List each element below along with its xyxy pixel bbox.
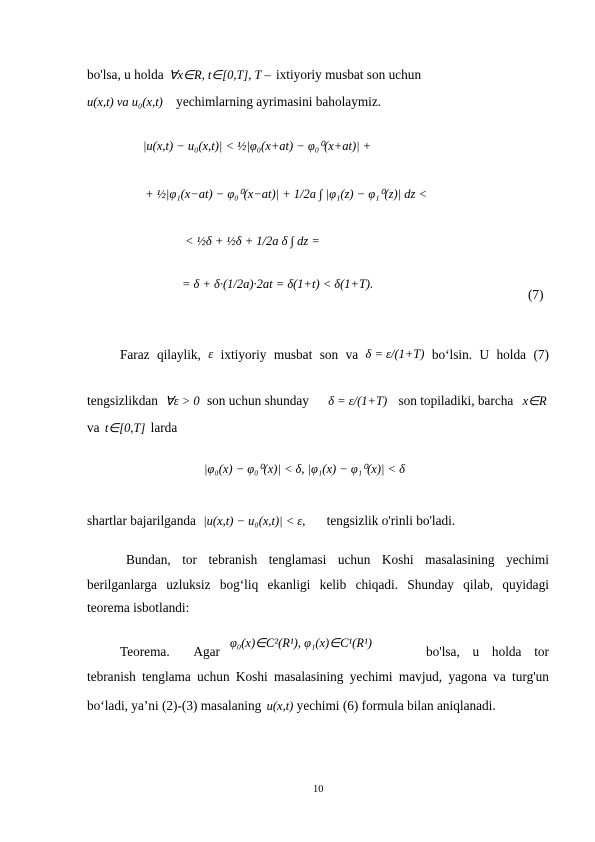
- word: tor: [534, 644, 549, 659]
- line-formula: u(x,t): [266, 699, 294, 713]
- word: son: [319, 347, 339, 362]
- line-formula: ∀ε > 0: [165, 394, 200, 408]
- equation-7-row-2: + ½|φ₁(x−at) − φ₀⁰(x−at)| + 1/2a ∫ |φ₁(z) − φ₁⁰(z)| dz <: [145, 187, 427, 201]
- conditions-formula: |φ₀(x) − φ₀⁰(x)| < δ, |φ₁(x) − φ₁⁰(x)| < δ: [204, 462, 405, 476]
- line2-formula: u(x,t) va u₀(x,t): [87, 95, 163, 109]
- word: masalasining: [274, 669, 344, 684]
- line-text: larda: [150, 420, 178, 435]
- word: Faraz: [120, 347, 150, 362]
- equation-7-row-1: |u(x,t) − u₀(x,t)| < ½|φ₀(x+at) − φ₀⁰(x+at)| +: [143, 139, 372, 153]
- word: U: [479, 347, 490, 362]
- delta-formula: δ = ε/(1+T): [365, 347, 425, 361]
- word: u: [472, 644, 480, 659]
- word: yechimi: [349, 669, 393, 684]
- line-formula: |u(x,t) − u₀(x,t)| < ε,: [203, 514, 306, 528]
- text-line-1: [87, 67, 421, 83]
- word: va: [493, 669, 506, 684]
- shartlar-line: [87, 513, 455, 529]
- line1-pre: bo'lsa, u holda: [87, 67, 164, 82]
- line-text: tengsizlikdan: [87, 393, 158, 408]
- word: chiqadi.: [355, 577, 399, 592]
- para1-line-2: [87, 393, 547, 409]
- word: ixtiyoriy: [220, 347, 267, 362]
- para1-line-1: [120, 347, 549, 363]
- epsilon-symbol: ε: [208, 347, 214, 361]
- word: berilganlarga: [87, 577, 157, 592]
- theorem-label: Teorema.: [120, 644, 170, 659]
- line1-formula: ∀x∈R, t∈[0,T], T –: [168, 68, 271, 82]
- page-number: 10: [313, 784, 324, 795]
- word: ekanligi: [267, 577, 311, 592]
- line-text: va: [87, 420, 100, 435]
- word: Shunday: [407, 577, 454, 592]
- word: tenglama: [142, 669, 191, 684]
- word: bo‘lsin.: [431, 347, 473, 362]
- word: yechimi: [506, 552, 549, 567]
- para1-line-3: [87, 420, 177, 436]
- line-formula: t∈[0,T]: [104, 421, 146, 435]
- theorem-line-2: [87, 669, 549, 685]
- word: (7): [533, 347, 549, 362]
- line1-post: ixtiyoriy musbat son uchun: [275, 67, 422, 82]
- line-text: son topiladiki, barcha: [398, 393, 514, 408]
- word: mavjud,: [398, 669, 443, 684]
- word: turg'un: [512, 669, 549, 684]
- theorem-line-1-b: [426, 644, 549, 660]
- word: uzluksiz: [166, 577, 211, 592]
- text-line-2: [87, 94, 381, 110]
- word: musbat: [273, 347, 313, 362]
- line-text: yechimi (6) formula bilan aniqlanadi.: [296, 698, 496, 713]
- word: Koshi: [235, 669, 268, 684]
- line-formula: x∈R: [522, 394, 547, 408]
- line-formula: δ = ε/(1+T): [328, 394, 388, 408]
- word: quyidagi: [502, 577, 549, 592]
- word: qilaylik,: [156, 347, 201, 362]
- word: bog‘liq: [219, 577, 259, 592]
- para2-line-2: [87, 577, 549, 593]
- word: Bundan,: [126, 552, 171, 567]
- word: holda: [496, 347, 527, 362]
- line2-post: yechimlarning ayrimasini baholaymiz.: [176, 94, 382, 109]
- word: bo'lsa,: [426, 644, 460, 659]
- word: yagona: [448, 669, 487, 684]
- word: holda: [491, 644, 522, 659]
- word: va: [345, 347, 359, 362]
- equation-7-row-4: = δ + δ·(1/2a)·2at = δ(1+t) < δ(1+T).: [182, 277, 374, 291]
- word: Koshi: [381, 552, 414, 567]
- theorem-line-1-a: [120, 644, 220, 660]
- word: tebranish: [87, 669, 136, 684]
- theorem-line-3: [87, 698, 496, 714]
- theorem-formula: φ₀(x)∈C²(R¹), φ₁(x)∈C¹(R¹): [230, 636, 372, 650]
- word: tebranish: [208, 552, 258, 567]
- para2-line-1: [126, 552, 549, 568]
- equation-7-row-3: < ½δ + ½δ + 1/2a δ ∫ dz =: [185, 234, 320, 248]
- line-text: son uchun shunday: [206, 393, 309, 408]
- word: Agar: [193, 644, 220, 659]
- word: kelib: [319, 577, 347, 592]
- line-text: shartlar bajarilganda: [87, 513, 196, 528]
- para2-line-3: teorema isbotlandi:: [87, 600, 190, 615]
- word: qilab,: [463, 577, 494, 592]
- line-text: tengsizlik o'rinli bo'ladi.: [326, 513, 456, 528]
- equation-7-label: (7): [528, 287, 544, 302]
- word: masalasining: [425, 552, 495, 567]
- line-text: bo‘ladi, ya’ni (2)-(3) masalaning: [87, 698, 262, 713]
- word: tenglamasi: [268, 552, 327, 567]
- word: uchun: [337, 552, 371, 567]
- word: tor: [182, 552, 197, 567]
- word: uchun: [197, 669, 230, 684]
